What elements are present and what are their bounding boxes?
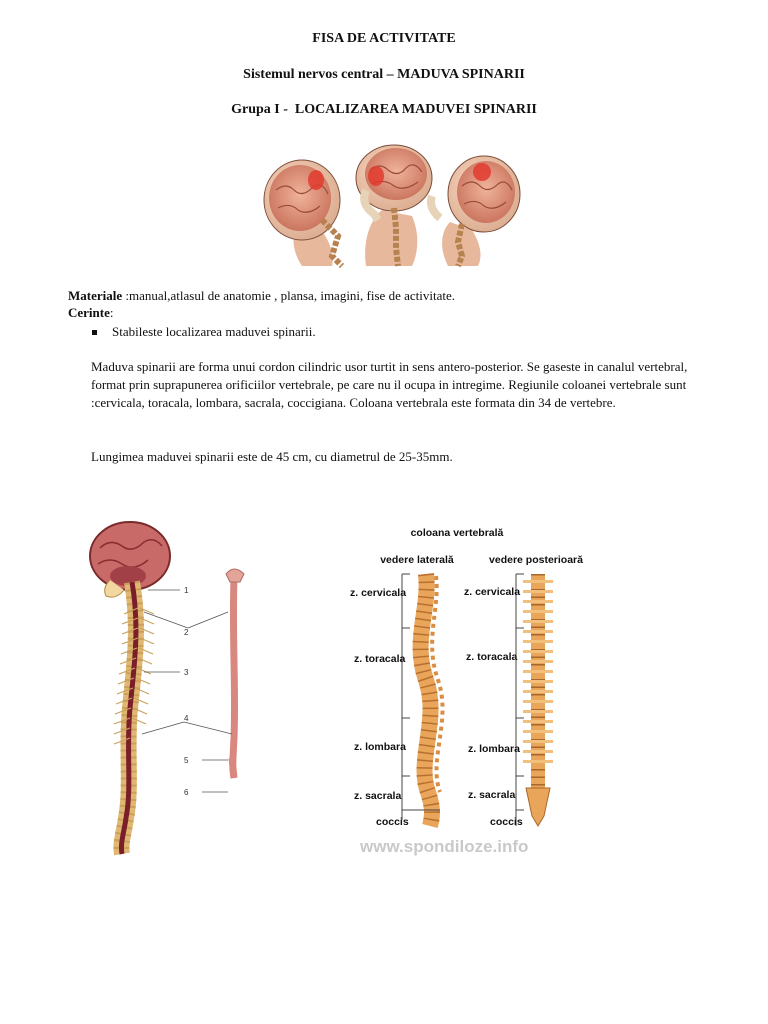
spinal-cord-figure	[82, 518, 272, 858]
zone-sacral-lateral: z. sacrala	[354, 790, 402, 802]
materials-text: :manual,atlasul de anatomie , plansa, imagini, fise de activitate.	[125, 288, 455, 303]
view-posterior-label: vedere posterioară	[489, 554, 583, 566]
head-flexion-illustration	[262, 138, 522, 270]
group-prefix: Grupa I -	[231, 102, 288, 117]
posterior-spine	[526, 574, 550, 826]
figure-number-5: 5	[184, 756, 189, 765]
figure-title: coloana vertebrală	[410, 527, 504, 539]
description-paragraph: Maduva spinarii are forma unui cordon cilindric usor turtit in sens antero-posterior. Se gaseste in canalul vertebral, format prin suprapunerea orificiilor vertebrale, pe care nu il ocupa in intregime. Regiunile coloanei vertebrale sunt :cervicala, toracala, lombara, sacrala, coccigiana. Coloana vertebrala este formata din 34 de vertebre.	[91, 359, 688, 410]
group-title: LOCALIZAREA MADUVEI SPINARII	[294, 102, 537, 117]
zone-coccyx-lateral: coccis	[376, 816, 409, 828]
isolated-spinal-cord	[232, 578, 235, 778]
head-middle	[356, 145, 432, 266]
figure-number-3: 3	[184, 668, 189, 677]
zone-cervical-posterior: z. cervicala	[464, 586, 521, 598]
figure-number-2: 2	[184, 628, 189, 637]
zone-lumbar-lateral: z. lombara	[354, 741, 406, 753]
bullet-square-icon	[92, 330, 97, 335]
requirements-line	[68, 304, 114, 322]
requirements-label: Cerinte	[68, 305, 110, 320]
figure-number-6: 6	[184, 788, 189, 797]
figure-number-4: 4	[184, 714, 189, 723]
requirements-suffix: :	[109, 305, 114, 320]
head-right	[431, 156, 520, 266]
requirements-list-item	[92, 323, 316, 341]
figure-number-1: 1	[184, 586, 189, 595]
zone-thoracic-lateral: z. toracala	[354, 653, 406, 665]
requirement-text: Stabileste localizarea maduvei spinarii.	[112, 324, 316, 339]
zone-lumbar-posterior: z. lombara	[468, 743, 520, 755]
zone-cervical-lateral: z. cervicala	[350, 587, 407, 599]
materials-label: Materiale	[68, 288, 123, 303]
posterior-region-brackets	[516, 574, 524, 826]
head-left	[264, 160, 342, 266]
view-lateral-label: vedere laterală	[380, 554, 454, 566]
zone-sacral-posterior: z. sacrala	[468, 789, 516, 801]
materials-line	[68, 287, 455, 305]
zone-coccyx-posterior: coccis	[490, 816, 523, 828]
zone-thoracic-posterior: z. toracala	[466, 651, 518, 663]
page-title: FISA DE ACTIVITATE	[312, 31, 456, 46]
page-subtitle: Sistemul nervos central – MADUVA SPINARII	[243, 67, 525, 82]
watermark: www.spondiloze.info	[360, 837, 529, 856]
group-heading	[0, 102, 768, 118]
lateral-spine	[421, 574, 443, 826]
length-paragraph: Lungimea maduvei spinarii este de 45 cm, cu diametrul de 25-35mm.	[91, 449, 453, 464]
vertebral-column-figure	[340, 520, 610, 864]
